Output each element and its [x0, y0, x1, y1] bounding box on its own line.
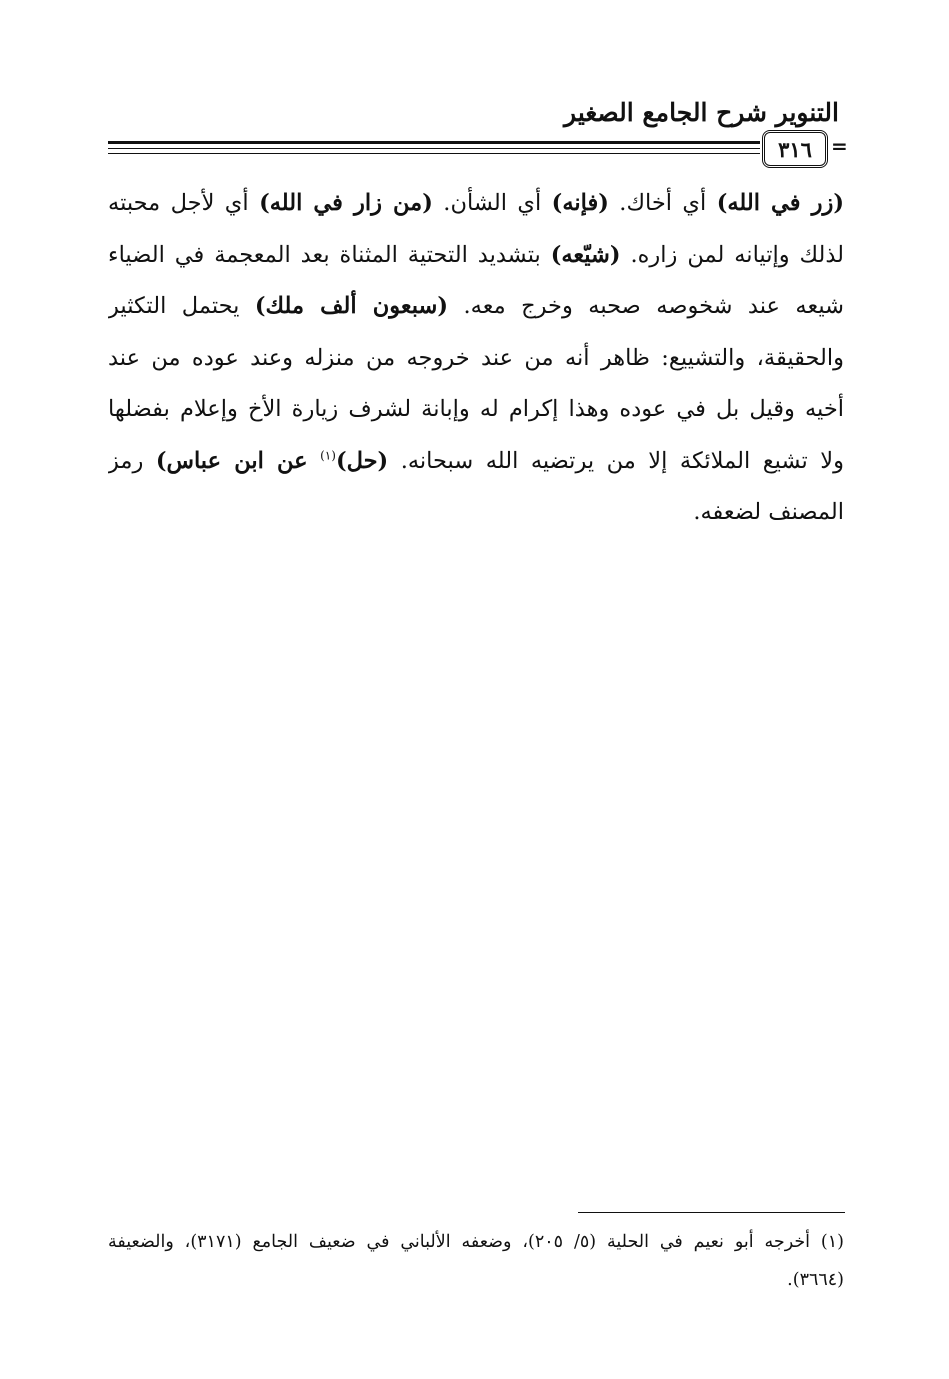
commentary: لذلك وإتيانه لمن زاره. — [620, 241, 844, 268]
commentary: أي لأجل محبته — [108, 190, 260, 216]
quoted-phrase: (سبعون ألف ملك) — [254, 293, 449, 319]
narrator: عن ابن عباس) — [155, 447, 308, 474]
footnote — [108, 1223, 844, 1299]
page-number-text: ٣١٦ — [778, 136, 812, 162]
quoted-phrase: (شيّعه) — [550, 241, 621, 268]
source-code: (حل) — [335, 447, 389, 474]
footnote-ref: (١) — [320, 448, 336, 462]
header-rule-middle — [108, 148, 760, 149]
commentary: شيعه عند شخوصه صحبه وخرج معه. — [448, 293, 844, 319]
commentary: ولا تشيع الملائكة إلا من يرتضيه الله سبحانه. — [388, 447, 844, 474]
spacer — [308, 448, 321, 474]
edge-mark: = — [831, 134, 848, 158]
header-rule-top — [108, 141, 760, 144]
main-text — [108, 178, 844, 539]
page-number — [762, 130, 828, 168]
header-rule-bottom — [108, 153, 760, 154]
text-line: أخيه وقيل بل في عوده وهذا إكرام له وإبانة لشرف زيارة الأخ وإعلام بفضلها — [108, 396, 844, 422]
text-line — [108, 436, 844, 488]
text-line — [108, 178, 844, 230]
commentary: أي أخاك. — [608, 190, 717, 216]
text-line — [108, 281, 844, 333]
quoted-phrase: (فإنه) — [551, 190, 609, 216]
text-line — [108, 230, 844, 282]
footnote-line: (٣٦٦٤). — [787, 1270, 844, 1290]
commentary: رمز — [108, 447, 156, 474]
page-title: التنوير شرح الجامع الصغير — [564, 98, 839, 127]
footnote-separator — [578, 1212, 845, 1213]
text-line: والحقيقة، والتشييع: ظاهر أنه من عند خروجه من منزله وعند عوده من عند — [108, 344, 844, 371]
commentary: أي الشأن. — [432, 190, 552, 216]
quoted-phrase: (زر في الله) — [716, 190, 844, 216]
commentary: يحتمل التكثير — [108, 293, 255, 319]
text-line: المصنف لضعفه. — [693, 499, 844, 525]
quoted-phrase: (من زار في الله) — [259, 190, 433, 216]
footnote-line: (١) أخرجه أبو نعيم في الحلية (٥/ ٢٠٥)، وضعفه الألباني في ضعيف الجامع (٣١٧١)، والضعيفة — [108, 1232, 844, 1252]
commentary: بتشديد التحتية المثناة بعد المعجمة في الضياء — [108, 241, 551, 268]
